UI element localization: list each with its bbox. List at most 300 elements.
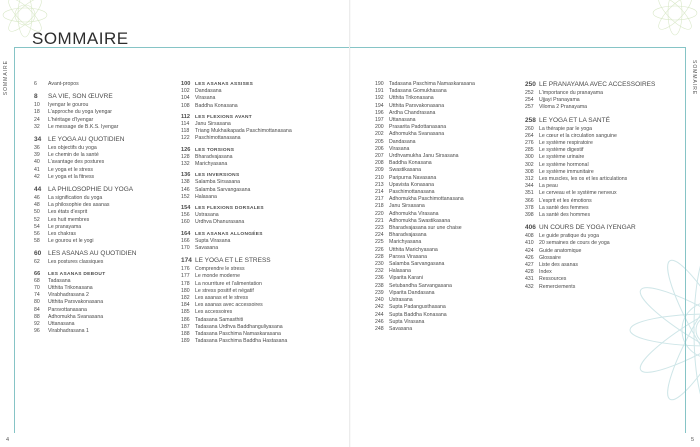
toc-page-number: 408 (525, 233, 534, 240)
toc-entry (375, 103, 525, 110)
toc-page-number: 205 (375, 138, 384, 145)
toc-label: LES TORSIONS (195, 147, 235, 153)
toc-label: L’esprit et les émotions (539, 197, 592, 204)
toc-label: Supta Virasana (389, 318, 425, 325)
toc-label: La thérapie par le yoga (539, 125, 593, 132)
toc-label: Utthita Parsvakonasana (389, 102, 445, 109)
toc-page-number: 177 (181, 273, 190, 280)
toc-page-number: 200 (375, 124, 384, 131)
side-rule (685, 47, 686, 433)
toc-label: Le gourou et le yogi (48, 238, 94, 245)
toc-label: Salamba Sarvangasana (195, 186, 251, 193)
right-page (350, 0, 700, 447)
toc-page-number: 36 (34, 145, 40, 152)
toc-page-number: 191 (375, 88, 384, 95)
toc-entry (375, 117, 525, 124)
toc-entry (34, 224, 174, 231)
toc-label: Le guide pratique du yoga (539, 233, 599, 240)
toc-label: Utthita Trikonasana (48, 285, 93, 292)
toc-label: Adhomukha Swastikasana (389, 217, 451, 224)
toc-page-number: 224 (375, 232, 384, 239)
toc-entry (181, 331, 349, 338)
toc-label: Paschimottanasana (389, 189, 435, 196)
toc-entry (34, 202, 174, 209)
toc-page-number: 285 (525, 147, 534, 154)
toc-page-number: 24 (34, 116, 40, 123)
toc-entry (375, 297, 525, 304)
toc-label: LES ASANAS ALLONGÉES (195, 231, 263, 237)
toc-page-number: 223 (375, 225, 384, 232)
toc-entry (181, 309, 349, 316)
toc-entry (181, 288, 349, 295)
toc-entry (525, 183, 675, 190)
toc-page-number: 136 (181, 172, 191, 179)
toc-entry (525, 198, 675, 205)
toc-label: Viparita Dandasana (389, 289, 435, 296)
toc-page-number: 192 (375, 95, 384, 102)
toc-page-number: 238 (375, 282, 384, 289)
toc-entry (34, 195, 174, 202)
toc-label: Salamba Sarvangasana (389, 261, 445, 268)
toc-entry (181, 266, 349, 273)
toc-entry (525, 262, 675, 269)
toc-label: LA PHILOSOPHIE DU YOGA (48, 186, 134, 194)
toc-page-number: 190 (375, 81, 384, 87)
toc-entry (181, 95, 349, 102)
toc-label: Bharadvajasana (389, 232, 427, 239)
toc-page-number: 432 (525, 283, 534, 290)
toc-section (34, 186, 174, 194)
toc-page-number: 276 (525, 140, 534, 147)
toc-page-number: 62 (34, 259, 40, 266)
toc-entry (525, 276, 675, 283)
toc-entry (375, 95, 525, 102)
toc-label: Supta Virasana (195, 237, 231, 244)
toc-page-number: 186 (181, 316, 190, 323)
toc-label: LES FLEXIONS DORSALES (195, 206, 264, 212)
toc-page-number: 210 (375, 174, 384, 181)
toc-page-number: 257 (525, 104, 534, 111)
toc-entry (181, 128, 349, 135)
toc-page-number: 50 (34, 209, 40, 216)
toc-entry (375, 153, 525, 160)
toc-page-number: 68 (34, 277, 40, 284)
toc-label: Tadasana Paschima Namaskarasana (389, 81, 475, 87)
toc-label: Le système hormonal (539, 161, 589, 168)
toc-page-number: 226 (375, 246, 384, 253)
toc-entry (375, 203, 525, 210)
toc-entry (525, 140, 675, 147)
toc-entry (34, 259, 174, 266)
toc-entry (375, 232, 525, 239)
toc-page-number: 178 (181, 280, 190, 287)
toc-entry (34, 307, 174, 314)
toc-label: Index (539, 269, 552, 276)
toc-entry (181, 212, 349, 219)
toc-label: Bharadvajasana sur une chaise (389, 225, 462, 232)
toc-entry (375, 247, 525, 254)
side-label: SOMMAIRE (691, 60, 697, 96)
toc-page-number: 197 (375, 117, 384, 124)
toc-page-number: 154 (181, 205, 191, 212)
toc-label: Utthita Parsvakonasana (48, 299, 104, 306)
toc-label: UN COURS DE YOGA IYENGAR (539, 224, 636, 232)
toc-page-number: 88 (34, 313, 40, 320)
toc-page-number: 260 (525, 125, 534, 132)
toc-entry (181, 187, 349, 194)
toc-label: Le système urinaire (539, 154, 585, 161)
toc-entry (525, 154, 675, 161)
toc-page-number: 114 (181, 121, 190, 128)
toc-entry (375, 275, 525, 282)
toc-entry (375, 304, 525, 311)
toc-label: Savasana (389, 325, 413, 332)
toc-label: Les asanas et le stress (195, 295, 249, 302)
toc-entry (525, 126, 675, 133)
toc-label: Le chemin de la santé (48, 152, 99, 159)
toc-page-number: 48 (34, 202, 40, 209)
toc-entry (375, 319, 525, 326)
toc-page-number: 426 (525, 254, 534, 261)
toc-entry (34, 102, 174, 109)
toc-page-number: 244 (375, 311, 384, 318)
toc-entry (181, 219, 349, 226)
toc-label: Urdhvamukha Janu Sirsasana (389, 153, 459, 160)
toc-label: 20 semaines de cours de yoga (539, 240, 610, 247)
toc-subsection (181, 81, 349, 88)
toc-entry (375, 283, 525, 290)
toc-entry (34, 285, 174, 292)
toc-label: LE YOGA ET LE STRESS (195, 257, 271, 265)
toc-label: Ustrasana (389, 297, 413, 304)
toc-entry (375, 218, 525, 225)
toc-entry (525, 269, 675, 276)
toc-subsection (181, 205, 349, 212)
toc-entry (34, 81, 174, 88)
side-rule (14, 47, 15, 433)
toc-label: Les objectifs du yoga (48, 145, 97, 152)
page-number-right: 5 (690, 437, 694, 443)
toc-page-number: 126 (181, 146, 191, 153)
toc-entry (34, 278, 174, 285)
toc-label: Bharadvajasana (195, 153, 233, 160)
toc-label: Adhomukha Svanasana (389, 131, 445, 138)
toc-entry (34, 299, 174, 306)
toc-label: Iyengar le gourou (48, 102, 89, 109)
toc-entry (375, 189, 525, 196)
toc-label: Tadasana Urdhva Baddhanguliyasana (195, 323, 283, 330)
toc-label: Virabhadrasana 2 (48, 292, 89, 299)
toc-label: Parsva Virasana (389, 253, 427, 260)
toc-label: Paripurna Navasana (389, 174, 437, 181)
toc-entry (375, 211, 525, 218)
toc-entry (525, 133, 675, 140)
toc-page-number: 187 (181, 323, 190, 330)
toc-page-number: 254 (525, 97, 534, 104)
toc-subsection (34, 271, 174, 278)
toc-label: Le système immunitaire (539, 168, 594, 175)
toc-entry (375, 88, 525, 95)
toc-entry (375, 312, 525, 319)
toc-label: Adhomukha Paschimottanasana (389, 196, 464, 203)
toc-entry (181, 194, 349, 201)
toc-label: Parsvottanasana (48, 306, 87, 313)
page-title: SOMMAIRE (32, 29, 129, 48)
toc-page-number: 428 (525, 269, 534, 276)
toc-label: Les accessoires (195, 309, 233, 316)
toc-page-number: 424 (525, 247, 534, 254)
toc-label: Prasarita Padottanasana (389, 124, 447, 131)
toc-label: Ressources (539, 276, 567, 283)
toc-page-number: 10 (34, 102, 40, 109)
toc-label: Les asanas avec accessoires (195, 302, 263, 309)
toc-section (34, 93, 174, 101)
toc-column-2 (181, 81, 349, 346)
toc-page-number: 248 (375, 325, 384, 332)
toc-page-number: 128 (181, 153, 190, 160)
toc-label: Viloma 2 Pranayama (539, 104, 588, 111)
toc-page-number: 431 (525, 276, 534, 283)
toc-page-number: 160 (181, 219, 190, 226)
toc-entry (181, 179, 349, 186)
toc-label: Marichyasana (389, 239, 422, 246)
toc-page-number: 108 (181, 102, 190, 109)
toc-entry (181, 324, 349, 331)
toc-label: Virabhadrasana 1 (48, 328, 89, 335)
toc-page-number: 378 (525, 204, 534, 211)
toc-label: Ardha Chandrasana (389, 109, 436, 116)
toc-label: Les huit membres (48, 216, 90, 223)
toc-page-number: 427 (525, 262, 534, 269)
toc-label: L’avantage des postures (48, 159, 105, 166)
toc-page-number: 180 (181, 287, 190, 294)
toc-column-3 (375, 81, 525, 333)
toc-label: Uttanasana (389, 117, 416, 124)
toc-label: Les muscles, les os et les articulations (539, 176, 628, 183)
toc-page-number: 122 (181, 135, 190, 142)
toc-page-number: 92 (34, 321, 40, 328)
toc-page-number: 80 (34, 299, 40, 306)
toc-entry (34, 328, 174, 335)
toc-label: SA VIE, SON ŒUVRE (48, 93, 113, 101)
toc-page-number: 351 (525, 190, 534, 197)
toc-entry (525, 212, 675, 219)
toc-page-number: 152 (181, 193, 190, 200)
toc-page-number: 344 (525, 183, 534, 190)
toc-page-number: 138 (181, 179, 190, 186)
toc-entry (525, 147, 675, 154)
toc-label: Urdhva Dhanurasana (195, 219, 245, 226)
toc-page-number: 41 (34, 166, 40, 173)
toc-page-number: 164 (181, 230, 191, 237)
toc-entry (34, 109, 174, 116)
toc-subsection (181, 147, 349, 154)
toc-label: LE YOGA ET LA SANTÉ (539, 116, 610, 124)
toc-section (34, 136, 174, 144)
toc-page-number: 84 (34, 306, 40, 313)
toc-page-number: 218 (375, 203, 384, 210)
toc-entry (525, 169, 675, 176)
toc-page-number: 196 (375, 109, 384, 116)
toc-entry (34, 117, 174, 124)
toc-page-number: 398 (525, 212, 534, 219)
toc-entry (34, 321, 174, 328)
toc-label: Dandasana (195, 88, 222, 95)
toc-page-number: 214 (375, 189, 384, 196)
toc-page-number: 312 (525, 176, 534, 183)
toc-entry (34, 314, 174, 321)
toc-entry (181, 245, 349, 252)
toc-label: Le cœur et la circulation sanguine (539, 132, 617, 139)
toc-page-number: 96 (34, 328, 40, 335)
toc-page-number: 170 (181, 245, 190, 252)
toc-entry (181, 121, 349, 128)
toc-label: Utthita Marichyasana (389, 246, 438, 253)
toc-page-number: 6 (34, 81, 37, 87)
toc-label: Baddha Konasana (389, 160, 432, 167)
toc-page-number: 252 (525, 90, 534, 96)
toc-label: Le système digestif (539, 147, 584, 154)
toc-entry (34, 231, 174, 238)
toc-page-number: 44 (34, 186, 42, 194)
toc-page-number: 174 (181, 257, 192, 265)
toc-label: Viparita Karani (389, 275, 423, 282)
toc-page-number: 202 (375, 131, 384, 138)
toc-entry (375, 268, 525, 275)
toc-label: LES ASANAS DEBOUT (48, 271, 106, 277)
toc-label: La philosophie des asanas (48, 202, 110, 209)
toc-label: Le pranayama (48, 223, 82, 230)
toc-entry (181, 273, 349, 280)
toc-label: LES INVERSIONS (195, 173, 240, 179)
toc-entry (375, 81, 525, 88)
toc-page-number: 52 (34, 216, 40, 223)
toc-entry (375, 110, 525, 117)
toc-label: L’importance du pranayama (539, 90, 604, 96)
toc-page-number: 56 (34, 231, 40, 238)
toc-label: Setubandha Sarvangasana (389, 282, 452, 289)
side-label: SOMMAIRE (3, 60, 9, 96)
toc-entry (375, 175, 525, 182)
toc-entry (525, 90, 675, 97)
toc-page-number: 206 (375, 145, 384, 152)
toc-label: Salamba Sirsasana (195, 179, 240, 186)
toc-entry (34, 209, 174, 216)
toc-label: Le système respiratoire (539, 140, 593, 147)
toc-label: Avant-propos (48, 81, 79, 87)
toc-label: La santé des hommes (539, 212, 591, 219)
toc-page-number: 184 (181, 302, 190, 309)
toc-entry (181, 161, 349, 168)
toc-page-number: 366 (525, 197, 534, 204)
toc-entry (375, 225, 525, 232)
toc-page-number: 100 (181, 81, 191, 87)
toc-entry (34, 174, 174, 181)
toc-page-number: 39 (34, 152, 40, 159)
toc-page-number: 300 (525, 154, 534, 161)
toc-entry (375, 254, 525, 261)
toc-label: LES ASANAS AU QUOTIDIEN (48, 250, 137, 258)
toc-label: Tadasana Samasthiti (195, 316, 244, 323)
toc-label: Les états d’esprit (48, 209, 88, 216)
toc-section (34, 250, 174, 258)
toc-entry (525, 233, 675, 240)
toc-page-number: 246 (375, 318, 384, 325)
toc-entry (34, 292, 174, 299)
toc-page-number: 230 (375, 261, 384, 268)
toc-label: LE YOGA AU QUOTIDIEN (48, 136, 125, 144)
toc-entry (525, 162, 675, 169)
toc-entry (181, 238, 349, 245)
toc-page-number: 232 (375, 268, 384, 275)
toc-label: Uttanasana (48, 321, 75, 328)
toc-label: Le cerveau et le système nerveux (539, 190, 617, 197)
toc-label: Adhomukha Svanasana (48, 313, 104, 320)
toc-label: Tadasana Paschima Namaskarasana (195, 331, 281, 338)
toc-entry (375, 290, 525, 297)
toc-entry (375, 261, 525, 268)
toc-label: Janu Sirsasana (389, 203, 425, 210)
toc-subsection (181, 231, 349, 238)
toc-entry (525, 97, 675, 104)
toc-label: L’héritage d’Iyengar (48, 116, 94, 123)
toc-page-number: 236 (375, 275, 384, 282)
toc-label: La peau (539, 183, 558, 190)
toc-label: Baddha Konasana (195, 102, 238, 109)
toc-entry (181, 295, 349, 302)
toc-page-number: 240 (375, 297, 384, 304)
toc-page-number: 250 (525, 81, 536, 88)
toc-page-number: 104 (181, 95, 190, 102)
page-number-left: 4 (6, 437, 10, 443)
toc-label: Tadasana (48, 277, 71, 284)
toc-label: Triang Mukhaikapada Paschimottanasana (195, 128, 292, 135)
toc-entry (34, 238, 174, 245)
lotus-ornament-right-top (640, 0, 700, 41)
toc-entry (525, 255, 675, 262)
toc-subsection (181, 114, 349, 121)
toc-entry (525, 190, 675, 197)
toc-label: Le stress positif et négatif (195, 287, 254, 294)
toc-label: Tadasana Paschima Baddha Hastasana (195, 338, 288, 345)
toc-page-number: 102 (181, 88, 190, 95)
toc-page-number: 166 (181, 237, 190, 244)
toc-page-number: 32 (34, 123, 40, 130)
toc-page-number: 18 (34, 109, 40, 116)
toc-entry (34, 159, 174, 166)
toc-subsection (181, 172, 349, 179)
toc-label: Virasana (389, 145, 410, 152)
toc-label: Utthita Trikonasana (389, 95, 434, 102)
toc-page-number: 264 (525, 132, 534, 139)
toc-label: Tadasana Gomukhasana (389, 88, 447, 95)
toc-label: Le yoga et la fitness (48, 173, 95, 180)
toc-entry (34, 145, 174, 152)
toc-label: Halasana (389, 268, 411, 275)
toc-page-number: 185 (181, 309, 190, 316)
toc-label: La signification du yoga (48, 195, 103, 202)
toc-entry (181, 103, 349, 110)
toc-entry (375, 131, 525, 138)
toc-entry (375, 196, 525, 203)
toc-page-number: 209 (375, 167, 384, 174)
toc-page-number: 40 (34, 159, 40, 166)
toc-label: Adhomukha Virasana (389, 210, 439, 217)
toc-entry (34, 167, 174, 174)
toc-column-4 (525, 81, 675, 291)
toc-entry (525, 240, 675, 247)
toc-section (525, 224, 675, 232)
